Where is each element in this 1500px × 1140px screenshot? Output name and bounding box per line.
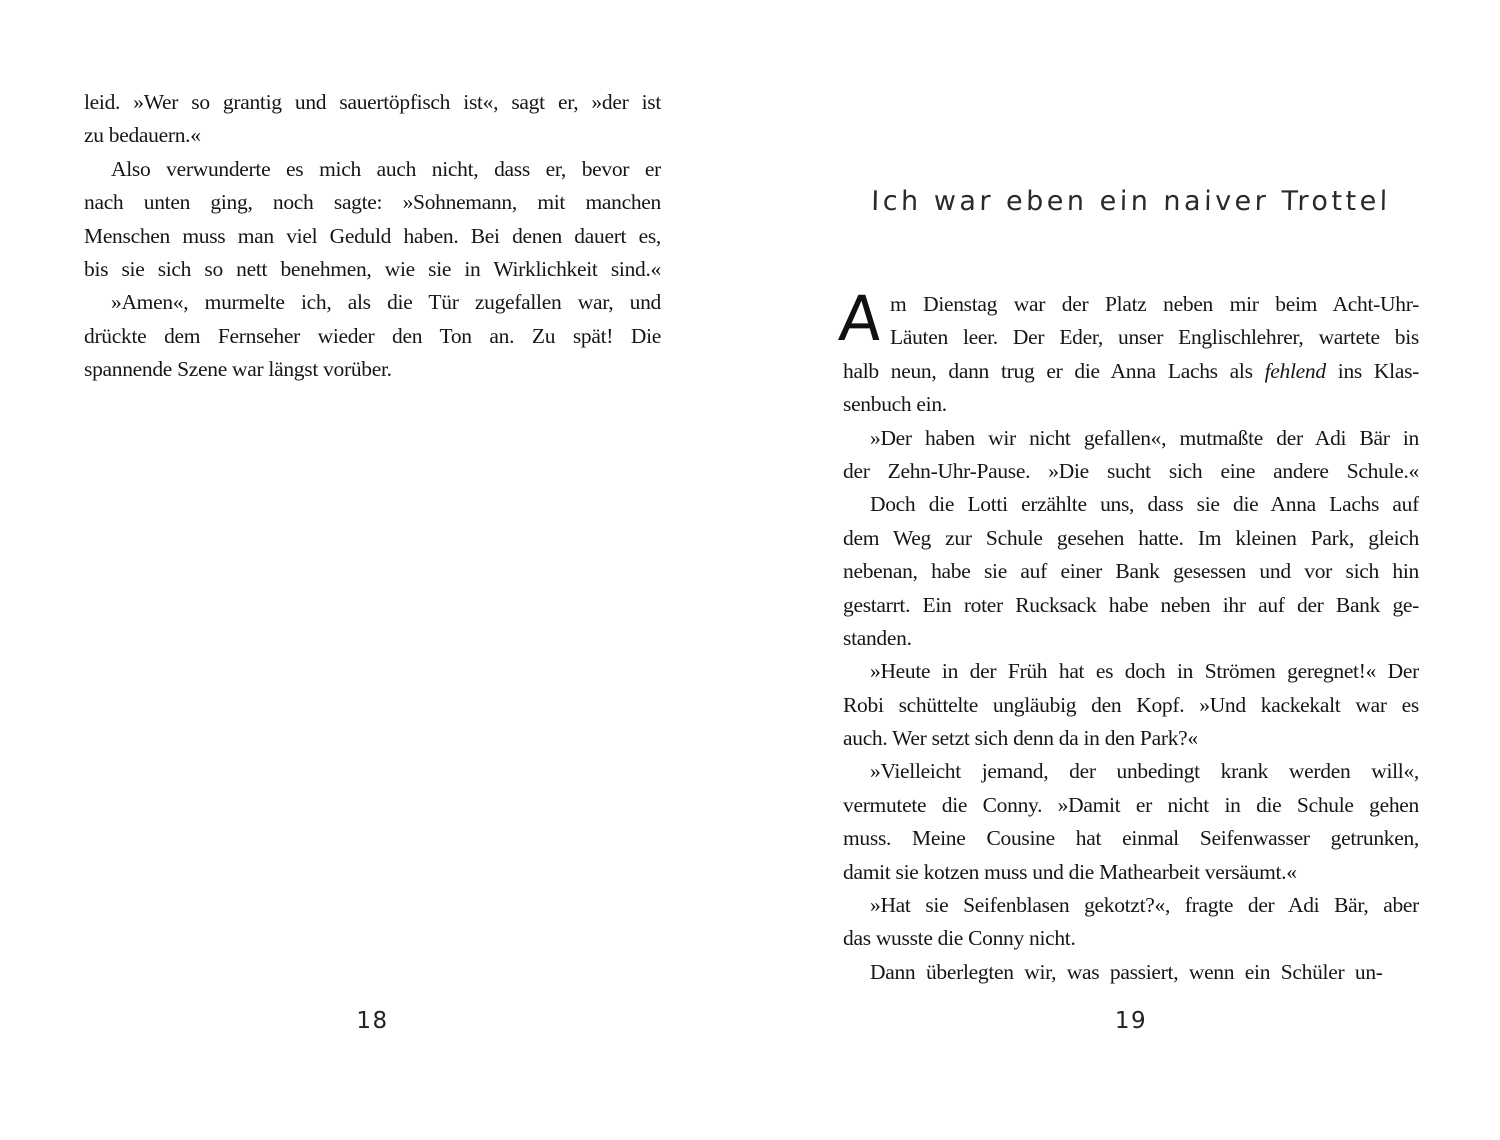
chapter-title: Ich war eben ein naiver Trottel: [870, 186, 1391, 217]
text-line: gestarrt. Ein roter Rucksack habe neben ihr auf der Bank ge-: [843, 592, 1419, 617]
text-line: zu bedauern.«: [84, 123, 201, 148]
text-line: drückte dem Fernseher wieder den Ton an. Zu spät! Die: [84, 323, 661, 348]
text-line: »Vielleicht jemand, der unbedingt krank werden will«,: [870, 759, 1419, 784]
text-line: Dann überlegten wir, was passiert, wenn ein Schüler un-: [870, 959, 1383, 984]
text-line: leid. »Wer so grantig und sauertöpfisch ist«, sagt er, »der ist: [84, 90, 661, 114]
text-line: der Zehn-Uhr-Pause. »Die sucht sich eine andere Schule.«: [843, 458, 1419, 483]
right-page-text-block: [836, 282, 1419, 989]
text-line: halb neun, dann trug er die Anna Lachs als fehlend ins Klas-: [843, 358, 1419, 383]
text-line: dem Weg zur Schule gesehen hatte. Im kleinen Park, gleich: [843, 525, 1419, 550]
text-line: auch. Wer setzt sich denn da in den Park?«: [843, 726, 1198, 751]
text-line: »Heute in der Früh hat es doch in Strömen geregnet!« Der: [870, 659, 1419, 684]
text-line: vermutete die Conny. »Damit er nicht in die Schule gehen: [843, 792, 1419, 817]
text-line: Doch die Lotti erzählte uns, dass sie die Anna Lachs auf: [870, 492, 1419, 517]
page-number-right: 19: [1114, 1008, 1148, 1034]
drop-cap-letter: A: [836, 282, 885, 355]
text-line: Menschen muss man viel Geduld haben. Bei denen dauert es,: [84, 223, 661, 248]
text-line: »Hat sie Seifenblasen gekotzt?«, fragte der Adi Bär, aber: [870, 893, 1419, 918]
text-line: nebenan, habe sie auf einer Bank gesessen und vor sich hin: [843, 559, 1419, 584]
text-line: nach unten ging, noch sagte: »Sohnemann, mit manchen: [84, 190, 661, 215]
left-page-text-block: [84, 86, 661, 387]
text-line: spannende Szene war längst vorüber.: [84, 357, 392, 382]
text-line: das wusste die Conny nicht.: [843, 926, 1076, 951]
text-line: Robi schüttelte ungläubig den Kopf. »Und kackekalt war es: [843, 692, 1419, 717]
text-line: damit sie kotzen muss und die Mathearbeit versäumt.«: [843, 859, 1297, 884]
text-line: »Der haben wir nicht gefallen«, mutmaßte der Adi Bär in: [870, 425, 1419, 450]
text-line: standen.: [843, 625, 912, 650]
text-line: muss. Meine Cousine hat einmal Seifenwasser getrunken,: [843, 826, 1419, 851]
text-line: senbuch ein.: [843, 392, 947, 417]
page-number-left: 18: [356, 1008, 389, 1034]
text-line: »Amen«, murmelte ich, als die Tür zugefallen war, und: [111, 290, 661, 315]
text-line: m Dienstag war der Platz neben mir beim Acht-Uhr-: [890, 292, 1419, 316]
italic-word: fehlend: [1264, 358, 1326, 383]
text-line: bis sie sich so nett benehmen, wie sie in Wirklichkeit sind.«: [84, 256, 661, 281]
text-line: Also verwunderte es mich auch nicht, dass er, bevor er: [111, 156, 661, 181]
text-line: Läuten leer. Der Eder, unser Englischlehrer, wartete bis: [890, 325, 1419, 350]
